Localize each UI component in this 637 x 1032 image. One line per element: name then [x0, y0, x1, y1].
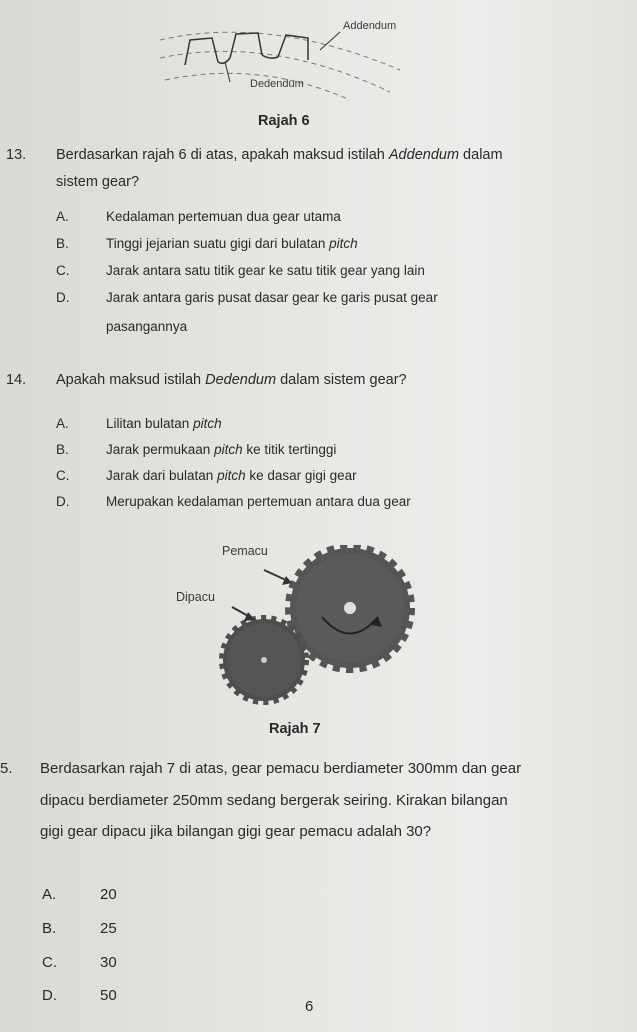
q13-text-line2: sistem gear? — [56, 174, 140, 190]
q14-option-c[interactable]: C. Jarak dari bulatan pitch ke dasar gigi gear — [56, 468, 357, 483]
q15-line1: Berdasarkan rajah 7 di atas, gear pemacu berdiameter 300mm dan gear — [40, 760, 522, 777]
q14-option-b[interactable]: B. Jarak permukaan pitch ke titik tertinggi — [56, 442, 337, 457]
page-number: 6 — [305, 998, 314, 1015]
q14-text: Apakah maksud istilah Dedendum dalam sistem gear? — [56, 372, 407, 388]
gear-pair-diagram — [200, 545, 430, 715]
q13-text-line1: Berdasarkan rajah 6 di atas, apakah maksud istilah Addendum dalam — [56, 147, 503, 163]
driver-gear-icon — [290, 548, 410, 668]
q13-option-a[interactable]: A. Kedalaman pertemuan dua gear utama — [56, 209, 341, 224]
q13-option-b[interactable]: B. Tinggi jejarian suatu gigi dari bulatan pitch — [56, 236, 358, 251]
q14-option-d[interactable]: D. Merupakan kedalaman pertemuan antara dua gear — [56, 494, 411, 509]
q13-number: 13. — [6, 147, 27, 163]
driven-gear-icon — [223, 619, 305, 701]
figure6-caption: Rajah 6 — [258, 113, 310, 129]
q13-option-d[interactable]: D. Jarak antara garis pusat dasar gear ke garis pusat gear pasangannya — [56, 290, 438, 334]
figure7-caption: Rajah 7 — [269, 721, 321, 737]
q13-option-c[interactable]: C. Jarak antara satu titik gear ke satu titik gear yang lain — [56, 263, 425, 278]
driven-gear-label: Dipacu — [176, 590, 215, 604]
q15-option-a[interactable]: A. 20 — [42, 886, 117, 903]
q15-option-d[interactable]: D. 50 — [42, 987, 117, 1004]
q15-line3: gigi gear dipacu jika bilangan gigi gear pemacu adalah 30? — [40, 823, 432, 840]
q14-option-a[interactable]: A. Lilitan bulatan pitch — [56, 416, 222, 431]
addendum-label: Addendum — [343, 20, 397, 32]
q15-line2: dipacu berdiameter 250mm sedang bergerak seiring. Kirakan bilangan — [40, 792, 508, 809]
driver-gear-label: Pemacu — [222, 544, 268, 558]
dedendum-label: Dedendum — [250, 78, 304, 90]
q15-option-c[interactable]: C. 30 — [42, 954, 117, 971]
q14-number: 14. — [6, 372, 27, 388]
q15-number: 5. — [0, 760, 13, 777]
q15-option-b[interactable]: B. 25 — [42, 920, 117, 937]
